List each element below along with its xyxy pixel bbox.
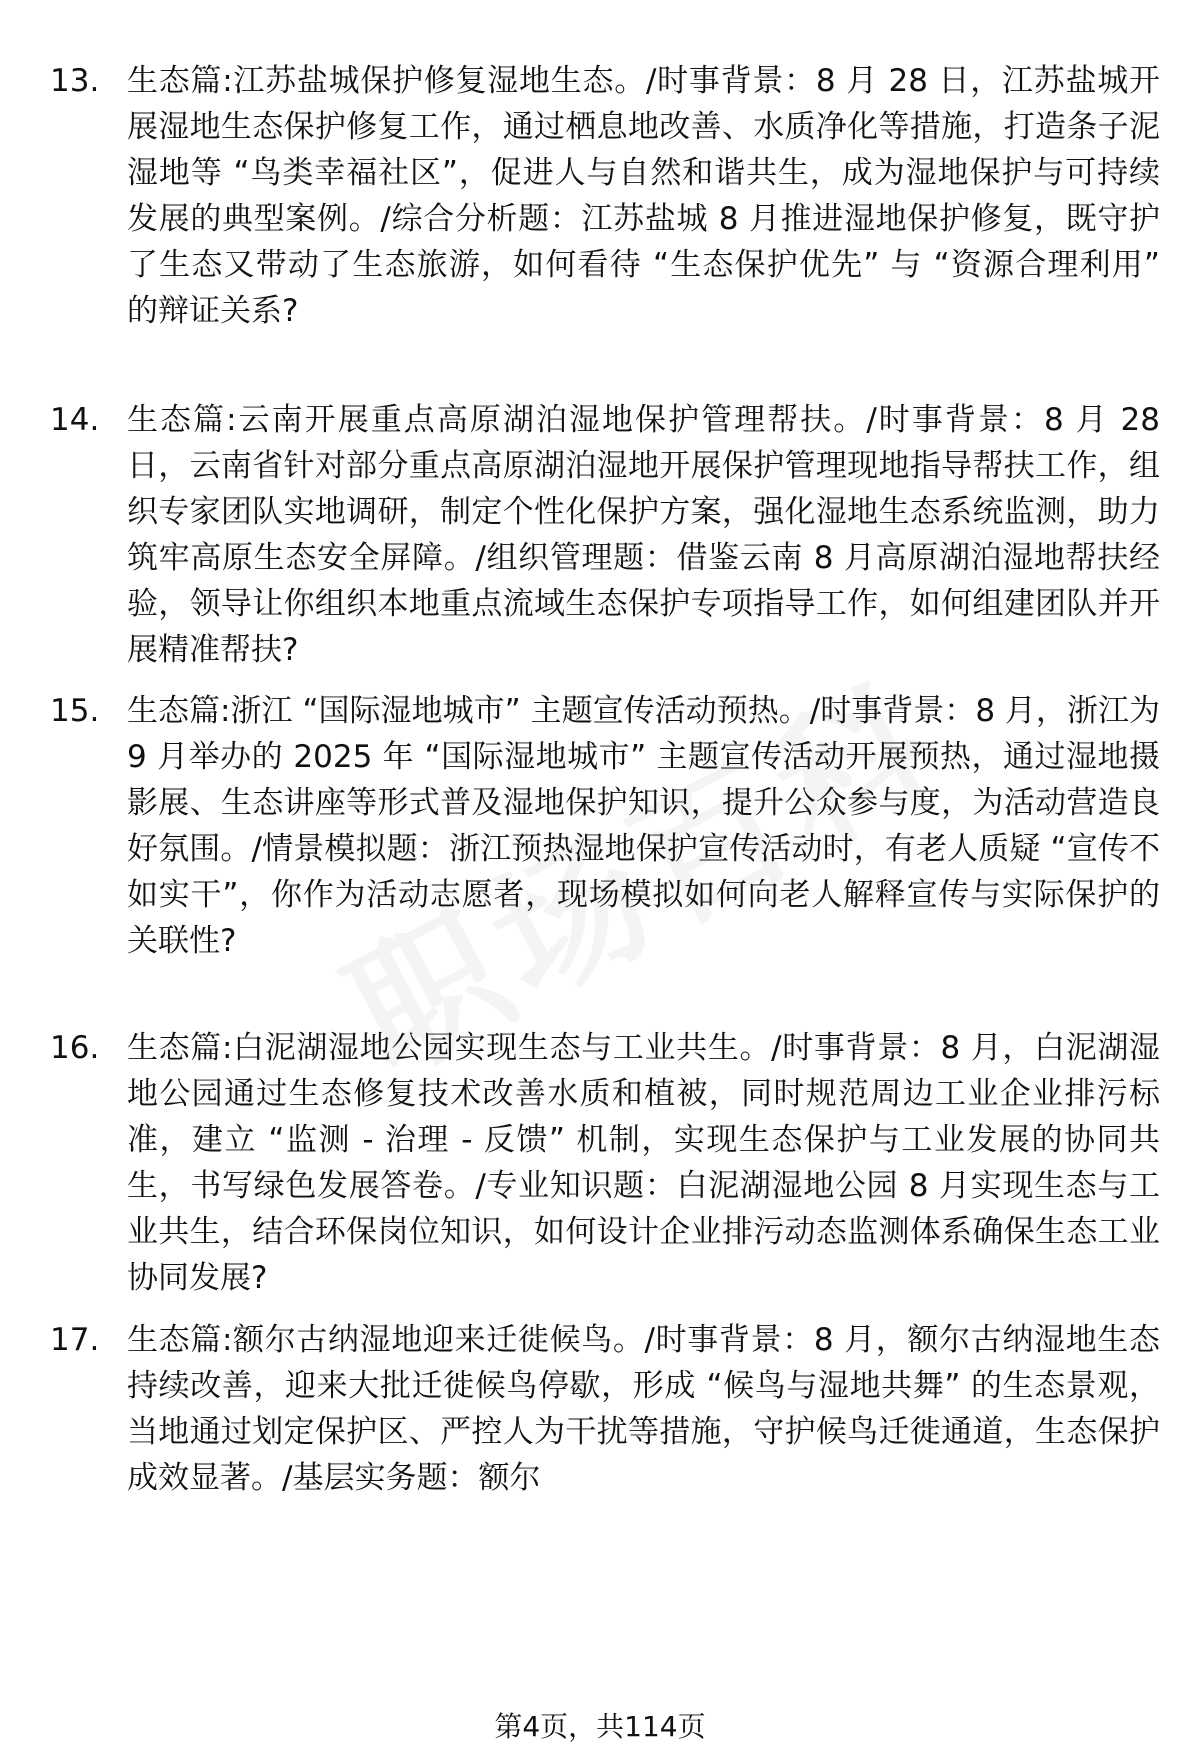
item-text: 生态篇:江苏盐城保护修复湿地生态。/时事背景：8 月 28 日，江苏盐城开展湿地生态保护修复工作，通过栖息地改善、水质净化等措施，打造条子泥湿地等 “鸟类幸福社区”，促进人与自然和谐共生，成为湿地保护与可持续发展的典型案例。/综合分析题：江苏盐城 8 月推进湿地保护修复，既守护了生态又带动了生态旅游，如何看待 “生态保护优先” 与 “资源合理利用” 的辩证关系? [127,63,1160,329]
item-text: 生态篇:云南开展重点高原湖泊湿地保护管理帮扶。/时事背景：8 月 28 日，云南省针对部分重点高原湖泊湿地开展保护管理现地指导帮扶工作，组织专家团队实地调研，制定个性化保护方案，强化湿地生态系统监测，助力筑牢高原生态安全屏障。/组织管理题：借鉴云南 8 月高原湖泊湿地帮扶经验，领导让你组织本地重点流域生态保护专项指导工作，如何组建团队并开展精准帮扶? [127,402,1160,668]
page-footer: 第4页，共114页 [494,1710,706,1743]
item-number: 14. [50,402,100,438]
list-item [50,397,1160,675]
item-number: 13. [50,63,100,99]
list-item [50,1025,1160,1303]
item-text: 生态篇:浙江 “国际湿地城市” 主题宣传活动预热。/时事背景：8 月，浙江为 9 月举办的 2025 年 “国际湿地城市” 主题宣传活动开展预热，通过湿地摄影展、生态讲座等形式普及湿地保护知识，提升公众参与度，为活动营造良好氛围。/情景模拟题：浙江预热湿地保护宣传活动时，有老人质疑 “宣传不如实干”，你作为活动志愿者，现场模拟如何向老人解释宣传与实际保护的关联性? [127,693,1160,959]
list-item [50,58,1160,382]
item-text: 生态篇:白泥湖湿地公园实现生态与工业共生。/时事背景：8 月，白泥湖湿地公园通过生态修复技术改善水质和植被，同时规范周边工业企业排污标准，建立 “监测 - 治理 - 反馈” 机制，实现生态保护与工业发展的协同共生，书写绿色发展答卷。/专业知识题：白泥湖湿地公园 8 月实现生态与工业共生，结合环保岗位知识，如何设计企业排污动态监测体系确保生态工业协同发展? [127,1030,1160,1296]
item-number: 16. [50,1030,100,1066]
item-number: 17. [50,1322,100,1358]
item-number: 15. [50,693,100,729]
list-item [50,688,1160,1012]
item-text: 生态篇:额尔古纳湿地迎来迁徙候鸟。/时事背景：8 月，额尔古纳湿地生态持续改善，迎来大批迁徙候鸟停歇，形成 “候鸟与湿地共舞” 的生态景观，当地通过划定保护区、严控人为干扰等措施，守护候鸟迁徙通道，生态保护成效显著。/基层实务题：额尔 [127,1322,1160,1496]
list-item [50,1317,1160,1503]
